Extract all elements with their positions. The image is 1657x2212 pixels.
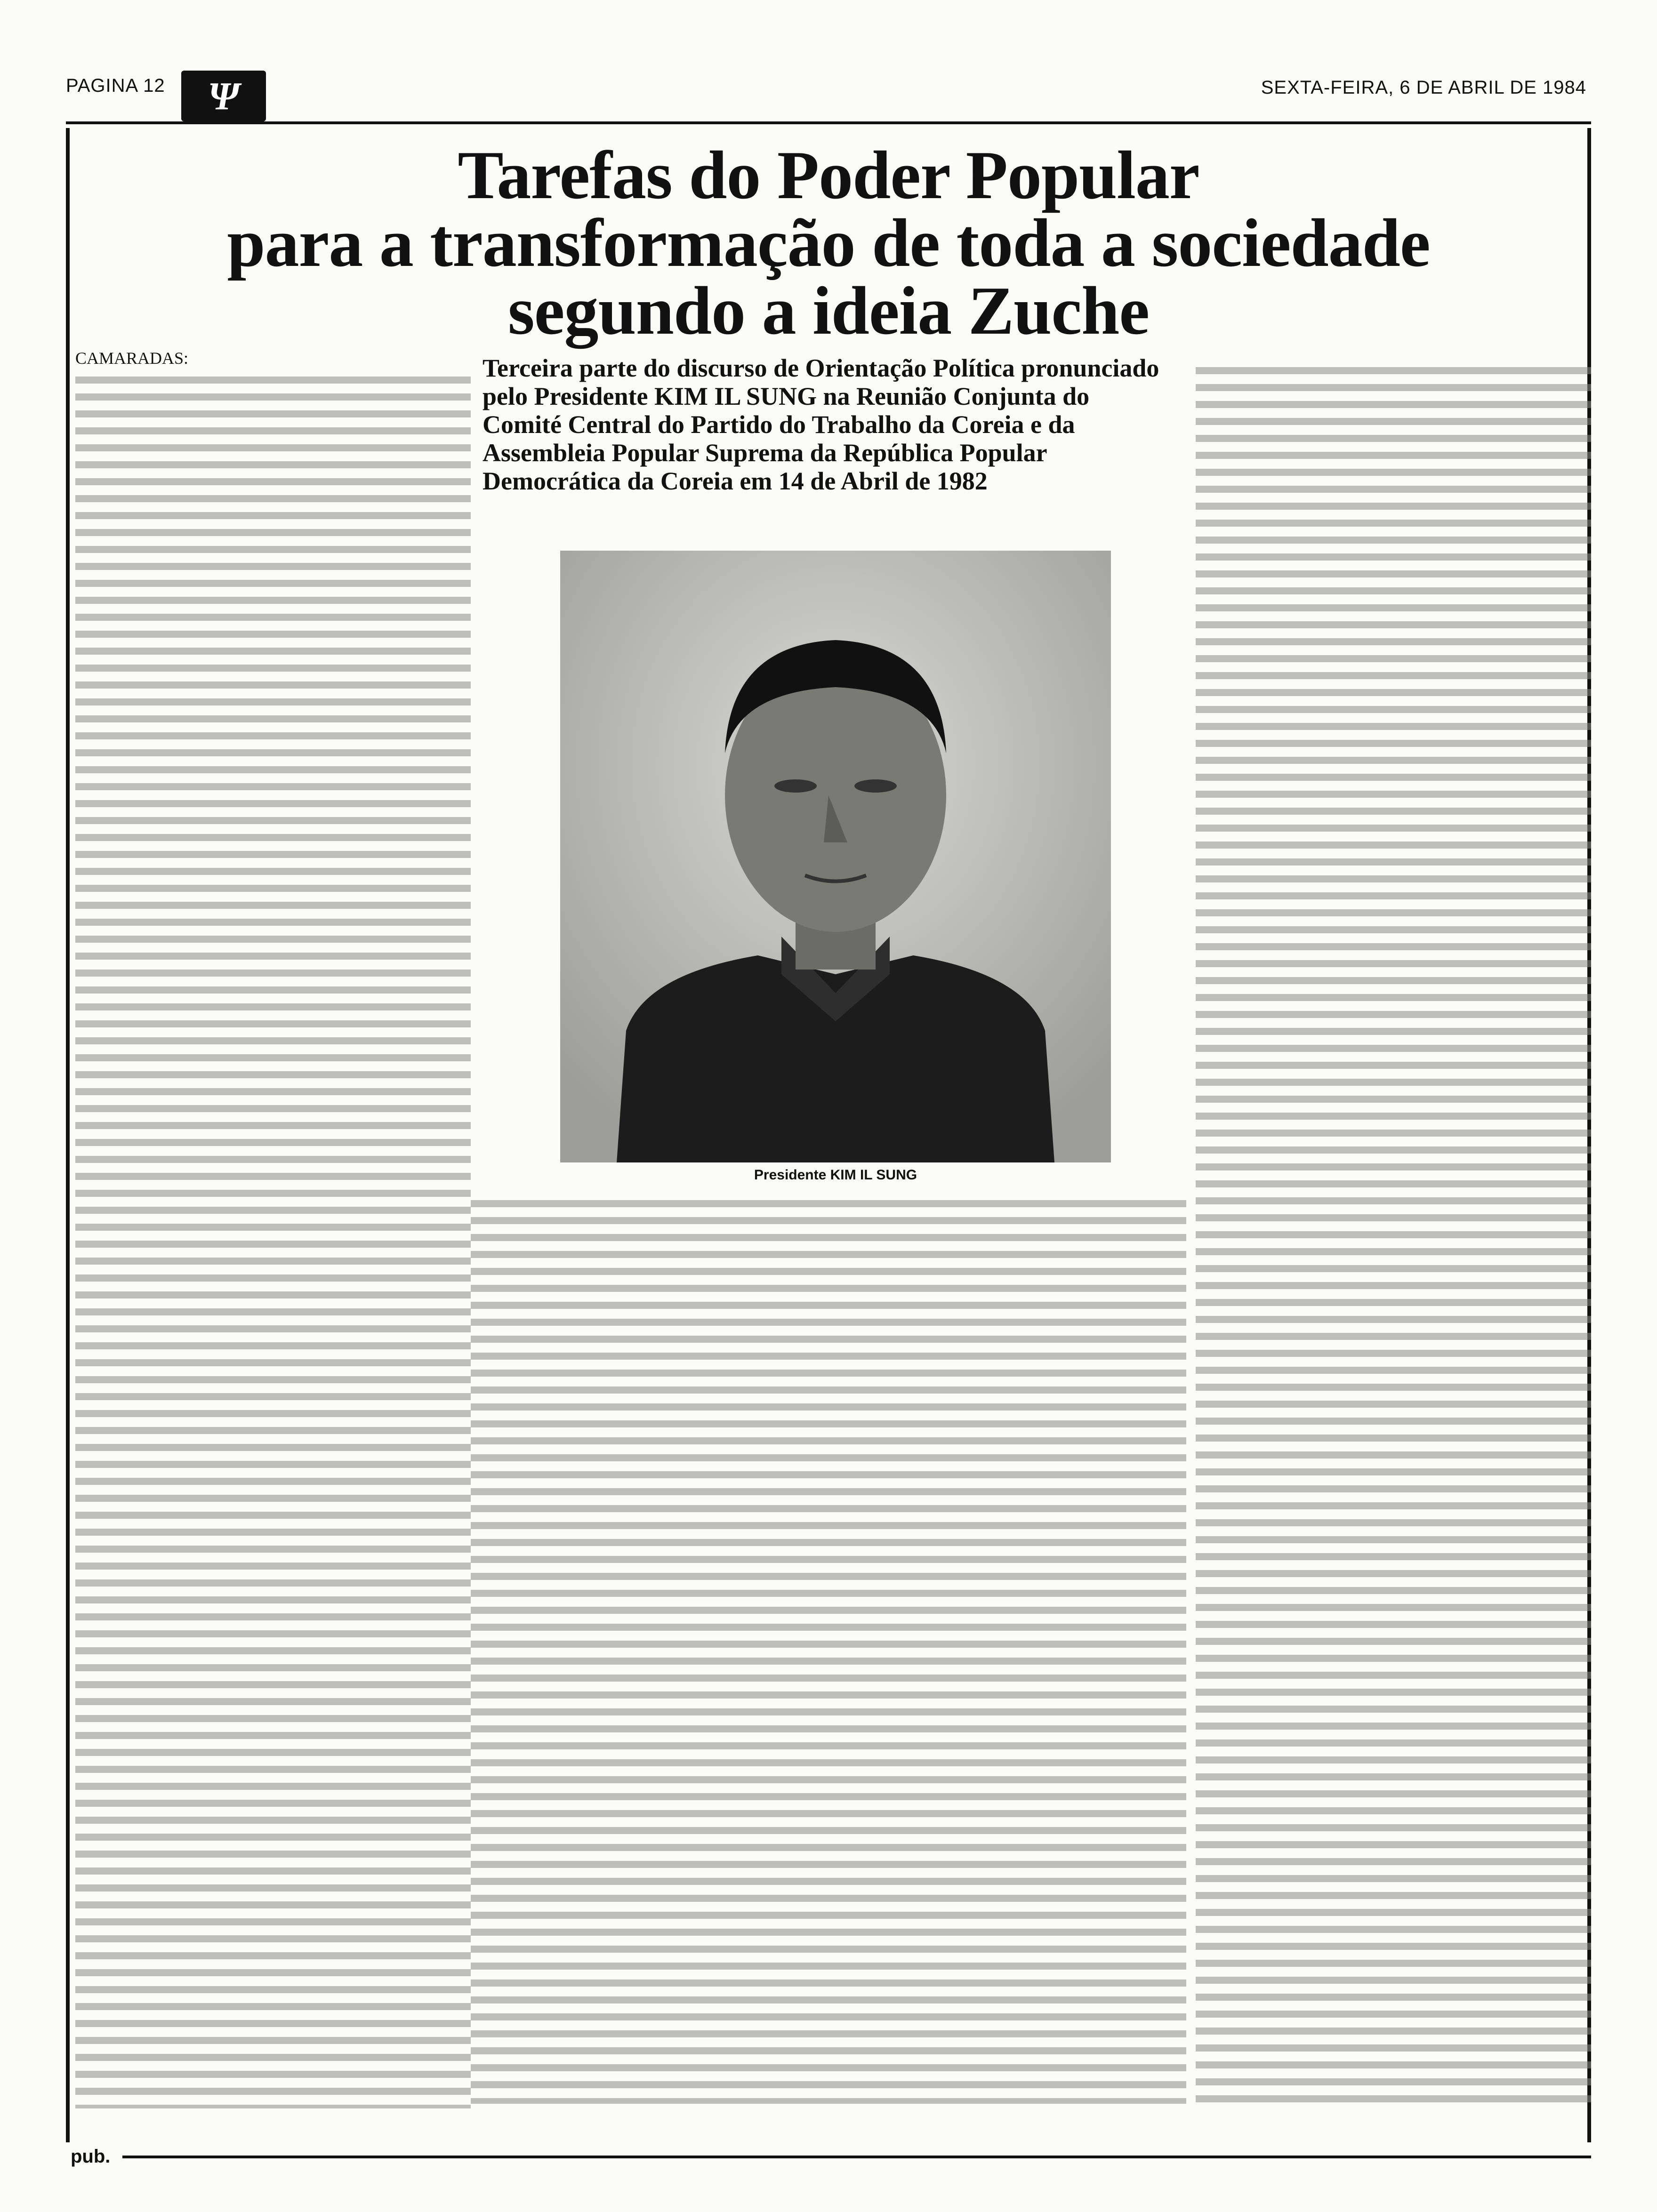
photo-caption: Presidente KIM IL SUNG [754,1167,917,1183]
body-text-placeholder [1196,367,1591,2108]
body-text-placeholder [471,1200,810,2104]
article-deck: Terceira parte do discurso de Orientação Política pronunciado pelo Presidente KIM IL SUNG na Reunião Conjunta do Comité Central do Partido do Trabalho da Coreia e da Assembleia Popular Suprema da República Popular Democrática da Coreia em 14 de Abril de 1982 [483,354,1159,495]
bottom-rule [122,2156,1591,2158]
body-column-right [1196,367,1591,2108]
page-number: PAGINA 12 [66,75,165,96]
salutation: CAMARADAS: [75,349,189,368]
headline [94,137,1563,349]
page-header [66,71,1591,122]
body-column-middle-b [810,1200,1186,2104]
headline-line-3: segundo a ideia Zuche [507,272,1150,349]
body-column-left [75,377,471,2108]
issue-date: SEXTA-FEIRA, 6 DE ABRIL DE 1984 [1261,77,1586,98]
pub-label: pub. [71,2146,111,2167]
portrait-photo [560,551,1111,1162]
newspaper-logo: Ψ [181,71,266,121]
header-rule [66,121,1591,124]
headline-line-2: para a transformação de toda a sociedade [227,205,1430,281]
body-text-placeholder [75,377,471,2108]
body-text-placeholder [810,1200,1186,2104]
headline-line-1: Tarefas do Poder Popular [458,137,1199,213]
body-column-middle-a [471,1200,810,2104]
